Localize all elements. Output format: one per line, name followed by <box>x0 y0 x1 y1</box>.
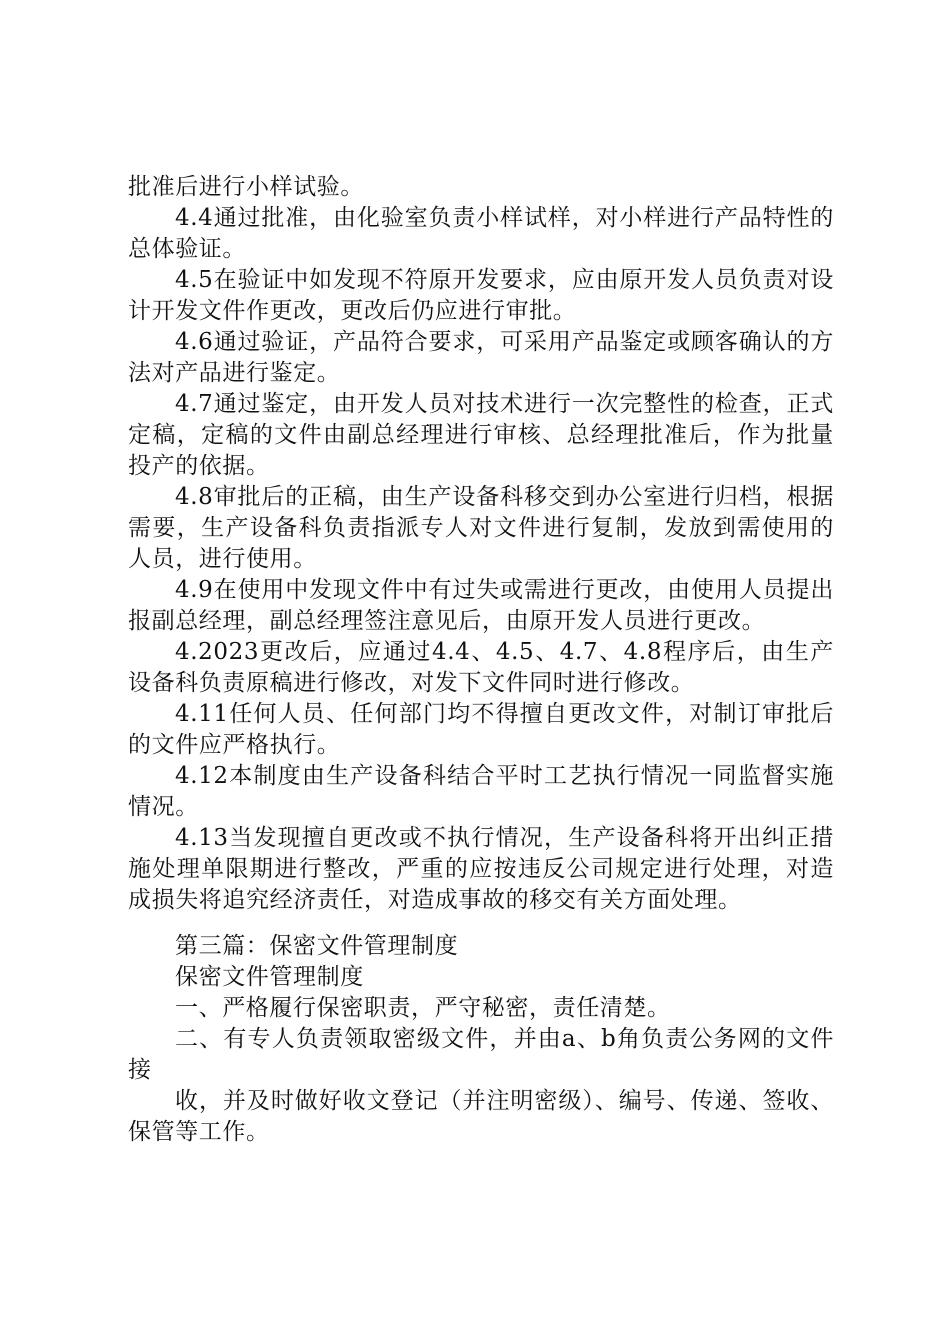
document-body <box>128 172 834 1148</box>
document-title: 保密文件管理制度 <box>175 964 364 990</box>
paragraph: 4.4通过批准，由化验室负责小样试样，对小样进行产品特性的总体验证。 <box>128 205 834 262</box>
paragraph: 收，并及时做好收文登记（并注明密级）、编号、传递、签收、保管等工作。 <box>128 1088 834 1145</box>
paragraph: 4.9在使用中发现文件中有过失或需进行更改，由使用人员提出报副总经理，副总经理签注意见后，由原开发人员进行更改。 <box>128 577 834 634</box>
paragraph: 4.5在验证中如发现不符原开发要求，应由原开发人员负责对设计开发文件作更改，更改后仍应进行审批。 <box>128 267 834 324</box>
paragraph: 4.13当发现擅自更改或不执行情况，生产设备科将开出纠正措施处理单限期进行整改，严重的应按违反公司规定进行处理，对造成损失将追究经济责任，对造成事故的移交有关方面处理。 <box>128 825 834 913</box>
paragraph: 4.7通过鉴定，由开发人员对技术进行一次完整性的检查，正式定稿，定稿的文件由副总经理进行审核、总经理批准后，作为批量投产的依据。 <box>128 391 834 479</box>
section-heading: 第三篇：保密文件管理制度 <box>175 933 459 959</box>
paragraph: 4.6通过验证，产品符合要求，可采用产品鉴定或顾客确认的方法对产品进行鉴定。 <box>128 329 834 386</box>
paragraph: 4.12本制度由生产设备科结合平时工艺执行情况一同监督实施情况。 <box>128 763 834 820</box>
paragraph: 一、严格履行保密职责，严守秘密，责任清楚。 <box>175 995 671 1021</box>
paragraph: 4.11任何人员、任何部门均不得擅自更改文件，对制订审批后的文件应严格执行。 <box>128 701 834 758</box>
paragraph: 4.2023更改后，应通过4.4、4.5、4.7、4.8程序后，由生产设备科负责原稿进行修改，对发下文件同时进行修改。 <box>128 639 834 696</box>
paragraph: 4.8审批后的正稿，由生产设备科移交到办公室进行归档，根据需要，生产设备科负责指派专人对文件进行复制，发放到需使用的人员，进行使用。 <box>128 484 834 572</box>
paragraph: 批准后进行小样试验。 <box>128 174 364 200</box>
paragraph: 二、有专人负责领取密级文件，并由a、b角负责公务网的文件接 <box>128 1026 834 1083</box>
